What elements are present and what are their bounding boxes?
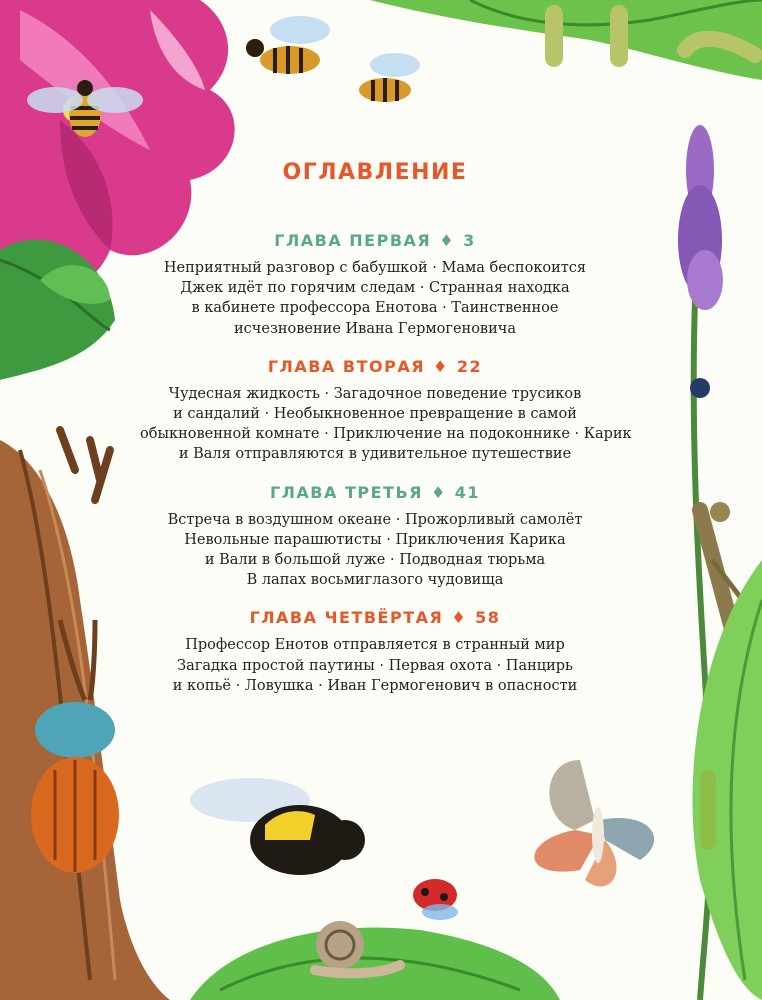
table-of-contents bbox=[140, 160, 632, 714]
chapter-summary-line: Чудесная жидкость · Загадочное поведение трусиков bbox=[168, 385, 582, 402]
chapter-title: ГЛАВА ВТОРАЯ bbox=[267, 356, 426, 376]
chapter-summary bbox=[140, 258, 610, 339]
chapter-page-number: 58 bbox=[475, 608, 501, 628]
chapter-heading bbox=[140, 231, 610, 250]
chapter-summary-line: и сандалий · Необыкновенное превращение в самой bbox=[173, 406, 577, 423]
chapter-summary-line: Невольные парашютисты · Приключения Карика bbox=[184, 531, 566, 548]
chapter-title: ГЛАВА ТРЕТЬЯ bbox=[269, 482, 423, 502]
chapter-summary-line: и копьё · Ловушка · Иван Гермогенович в опасности bbox=[172, 677, 578, 694]
diamond-separator-icon: ♦ bbox=[451, 608, 468, 628]
chapter-title: ГЛАВА ЧЕТВЁРТАЯ bbox=[249, 608, 444, 628]
chapter-entry bbox=[140, 608, 610, 696]
chapter-page-number: 41 bbox=[454, 482, 481, 502]
chapter-summary-line: обыкновенной комнате · Приключение на подоконнике · Карик bbox=[140, 426, 632, 443]
chapter-summary-line: Неприятный разговор с бабушкой · Мама беспокоится bbox=[163, 260, 587, 276]
chapter-summary-line: В лапах восьмиглазого чудовища bbox=[246, 572, 504, 589]
chapter-entry bbox=[140, 483, 610, 591]
chapter-summary bbox=[140, 510, 610, 591]
chapter-summary bbox=[140, 635, 610, 696]
diamond-separator-icon: ♦ bbox=[430, 482, 447, 502]
bee-illustration bbox=[359, 53, 420, 102]
chapter-summary-line: Джек идёт по горячим следам · Странная находка bbox=[180, 280, 570, 297]
chapter-summary-line: и Валя отправляются в удивительное путешествие bbox=[178, 446, 572, 463]
toc-title: ОГЛАВЛЕНИЕ bbox=[282, 160, 468, 185]
moth-illustration bbox=[534, 760, 654, 886]
chapter-summary-line: Встреча в воздушном океане · Прожорливый самолёт bbox=[167, 511, 583, 528]
chapter-list bbox=[140, 231, 632, 696]
chapter-summary-line: и Вали в большой луже · Подводная тюрьма bbox=[204, 552, 546, 569]
chapter-page-number: 3 bbox=[463, 231, 476, 250]
diamond-separator-icon: ♦ bbox=[439, 231, 456, 250]
chapter-summary-line: в кабинете профессора Енотова · Таинственное bbox=[191, 300, 559, 317]
chapter-heading bbox=[140, 357, 610, 376]
chapter-summary-line: Загадка простой паутины · Первая охота · Панцирь bbox=[177, 657, 573, 674]
chapter-summary-line: Профессор Енотов отправляется в странный мир bbox=[185, 637, 565, 654]
chapter-page-number: 22 bbox=[456, 356, 483, 376]
bumblebee-illustration bbox=[190, 778, 365, 875]
chapter-heading bbox=[140, 483, 610, 502]
chapter-summary-line: исчезновение Ивана Гермогеновича bbox=[234, 320, 516, 337]
ladybug-illustration bbox=[413, 879, 458, 920]
chapter-title: ГЛАВА ПЕРВАЯ bbox=[274, 231, 432, 250]
diamond-separator-icon: ♦ bbox=[433, 356, 449, 376]
chapter-entry bbox=[140, 231, 610, 339]
chapter-heading bbox=[140, 608, 610, 627]
chapter-summary bbox=[140, 384, 632, 465]
bee-illustration bbox=[246, 16, 330, 74]
leaf-illustration bbox=[190, 928, 560, 1000]
chapter-entry bbox=[140, 356, 632, 465]
